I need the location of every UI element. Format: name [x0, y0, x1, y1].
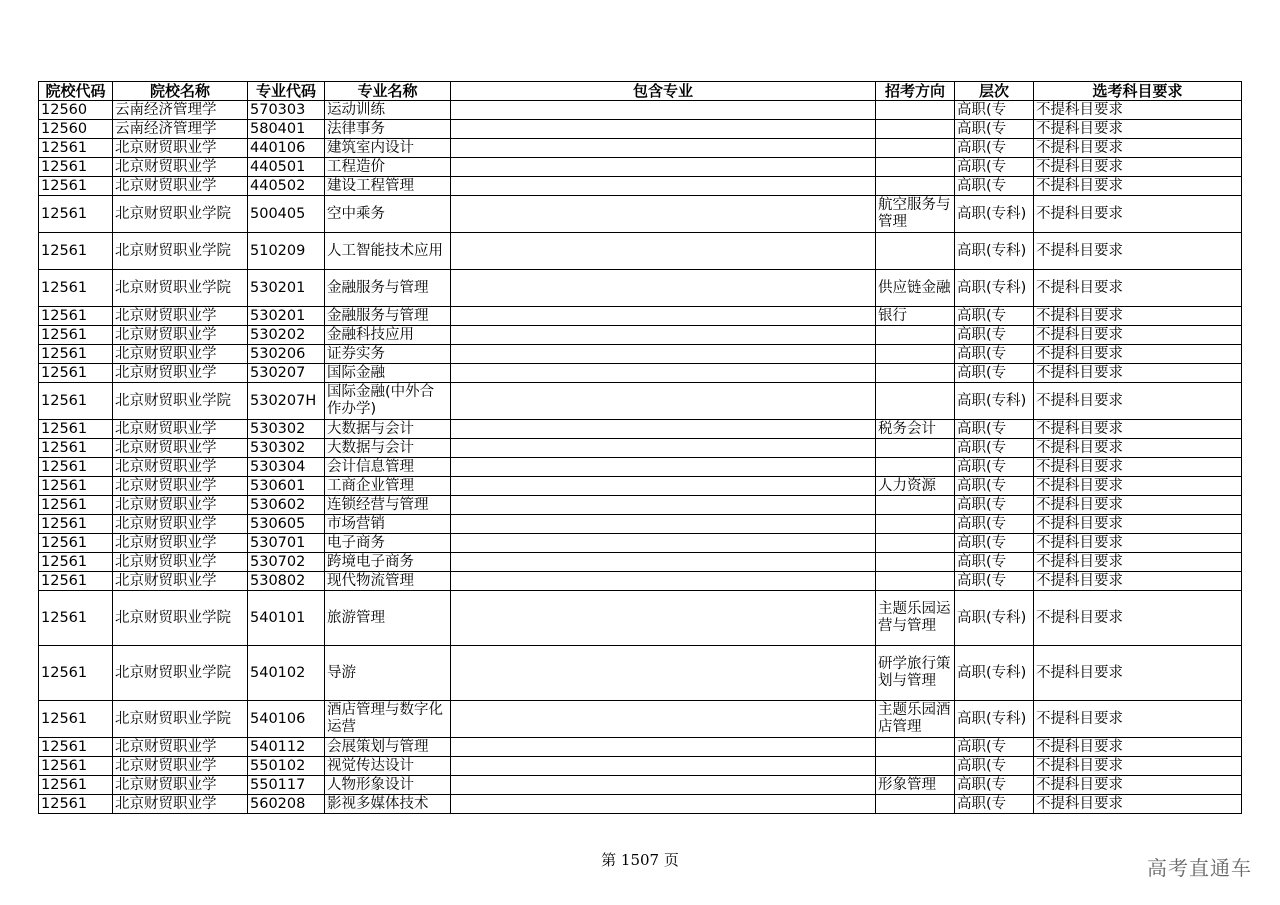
contains-cell [451, 477, 876, 496]
school-name-cell: 北京财贸职业学 [113, 477, 248, 496]
table-row [39, 120, 1242, 139]
direction-cell [876, 383, 955, 420]
header-level: 层次 [955, 82, 1034, 101]
school-code-cell: 12561 [39, 326, 113, 345]
major-code-cell: 530702 [248, 553, 325, 572]
school-name-cell: 北京财贸职业学院 [113, 270, 248, 307]
school-name-cell: 北京财贸职业学院 [113, 233, 248, 270]
level-cell: 高职(专 [955, 101, 1034, 120]
school-code-cell: 12561 [39, 345, 113, 364]
major-name-cell: 建设工程管理 [325, 177, 451, 196]
school-code-cell: 12561 [39, 270, 113, 307]
table-row [39, 515, 1242, 534]
page-number: 第 1507 页 [601, 851, 679, 869]
school-code-cell: 12561 [39, 496, 113, 515]
level-cell: 高职(专 [955, 307, 1034, 326]
level-cell: 高职(专 [955, 776, 1034, 795]
major-name-cell: 金融服务与管理 [325, 270, 451, 307]
table-row [39, 701, 1242, 738]
school-code-cell: 12561 [39, 795, 113, 814]
school-code-cell: 12560 [39, 120, 113, 139]
level-cell: 高职(专 [955, 572, 1034, 591]
requirement-cell: 不提科目要求 [1034, 572, 1242, 591]
school-code-cell: 12561 [39, 646, 113, 701]
contains-cell [451, 591, 876, 646]
direction-cell [876, 458, 955, 477]
direction-cell [876, 439, 955, 458]
school-name-cell: 北京财贸职业学院 [113, 646, 248, 701]
requirement-cell: 不提科目要求 [1034, 120, 1242, 139]
major-code-cell: 570303 [248, 101, 325, 120]
contains-cell [451, 270, 876, 307]
direction-cell [876, 757, 955, 776]
school-code-cell: 12561 [39, 757, 113, 776]
major-code-cell: 440106 [248, 139, 325, 158]
school-name-cell: 北京财贸职业学 [113, 158, 248, 177]
requirement-cell: 不提科目要求 [1034, 439, 1242, 458]
direction-cell: 银行 [876, 307, 955, 326]
major-name-cell: 跨境电子商务 [325, 553, 451, 572]
school-code-cell: 12561 [39, 383, 113, 420]
school-name-cell: 北京财贸职业学 [113, 177, 248, 196]
level-cell: 高职(专 [955, 345, 1034, 364]
school-code-cell: 12561 [39, 439, 113, 458]
school-code-cell: 12561 [39, 572, 113, 591]
major-name-cell: 会计信息管理 [325, 458, 451, 477]
requirement-cell: 不提科目要求 [1034, 496, 1242, 515]
contains-cell [451, 139, 876, 158]
major-name-cell: 影视多媒体技术 [325, 795, 451, 814]
contains-cell [451, 496, 876, 515]
contains-cell [451, 553, 876, 572]
major-code-cell: 530302 [248, 439, 325, 458]
table-row [39, 101, 1242, 120]
school-name-cell: 云南经济管理学 [113, 120, 248, 139]
major-name-cell: 空中乘务 [325, 196, 451, 233]
major-name-cell: 建筑室内设计 [325, 139, 451, 158]
requirement-cell: 不提科目要求 [1034, 776, 1242, 795]
school-code-cell: 12561 [39, 477, 113, 496]
requirement-cell: 不提科目要求 [1034, 177, 1242, 196]
major-code-cell: 530605 [248, 515, 325, 534]
direction-cell: 供应链金融 [876, 270, 955, 307]
direction-cell [876, 139, 955, 158]
major-name-cell: 会展策划与管理 [325, 738, 451, 757]
major-code-cell: 530201 [248, 307, 325, 326]
school-code-cell: 12561 [39, 196, 113, 233]
requirement-cell: 不提科目要求 [1034, 383, 1242, 420]
requirement-cell: 不提科目要求 [1034, 420, 1242, 439]
direction-cell [876, 233, 955, 270]
school-code-cell: 12561 [39, 233, 113, 270]
contains-cell [451, 515, 876, 534]
requirement-cell: 不提科目要求 [1034, 553, 1242, 572]
school-name-cell: 北京财贸职业学 [113, 515, 248, 534]
school-code-cell: 12561 [39, 458, 113, 477]
major-code-cell: 510209 [248, 233, 325, 270]
major-name-cell: 人工智能技术应用 [325, 233, 451, 270]
level-cell: 高职(专 [955, 439, 1034, 458]
table-row [39, 496, 1242, 515]
level-cell: 高职(专 [955, 364, 1034, 383]
school-name-cell: 北京财贸职业学 [113, 496, 248, 515]
major-name-cell: 运动训练 [325, 101, 451, 120]
direction-cell: 税务会计 [876, 420, 955, 439]
table-row [39, 439, 1242, 458]
table-row [39, 307, 1242, 326]
school-code-cell: 12561 [39, 158, 113, 177]
direction-cell: 主题乐园运营与管理 [876, 591, 955, 646]
level-cell: 高职(专 [955, 158, 1034, 177]
school-name-cell: 北京财贸职业学 [113, 553, 248, 572]
major-name-cell: 旅游管理 [325, 591, 451, 646]
table-row [39, 646, 1242, 701]
contains-cell [451, 120, 876, 139]
major-name-cell: 证券实务 [325, 345, 451, 364]
table-row [39, 139, 1242, 158]
requirement-cell: 不提科目要求 [1034, 196, 1242, 233]
school-name-cell: 北京财贸职业学院 [113, 383, 248, 420]
requirement-cell: 不提科目要求 [1034, 158, 1242, 177]
table-row [39, 420, 1242, 439]
direction-cell [876, 364, 955, 383]
direction-cell [876, 120, 955, 139]
major-name-cell: 连锁经营与管理 [325, 496, 451, 515]
requirement-cell: 不提科目要求 [1034, 364, 1242, 383]
major-name-cell: 工商企业管理 [325, 477, 451, 496]
major-code-cell: 560208 [248, 795, 325, 814]
contains-cell [451, 757, 876, 776]
school-name-cell: 北京财贸职业学院 [113, 701, 248, 738]
major-code-cell: 530201 [248, 270, 325, 307]
major-name-cell: 金融服务与管理 [325, 307, 451, 326]
requirement-cell: 不提科目要求 [1034, 326, 1242, 345]
requirement-cell: 不提科目要求 [1034, 795, 1242, 814]
contains-cell [451, 364, 876, 383]
major-name-cell: 现代物流管理 [325, 572, 451, 591]
requirement-cell: 不提科目要求 [1034, 757, 1242, 776]
contains-cell [451, 795, 876, 814]
school-name-cell: 北京财贸职业学 [113, 326, 248, 345]
school-code-cell: 12561 [39, 139, 113, 158]
direction-cell [876, 177, 955, 196]
direction-cell: 主题乐园酒店管理 [876, 701, 955, 738]
table-row [39, 177, 1242, 196]
contains-cell [451, 534, 876, 553]
major-code-cell: 530701 [248, 534, 325, 553]
school-code-cell: 12561 [39, 701, 113, 738]
level-cell: 高职(专 [955, 757, 1034, 776]
header-major-name: 专业名称 [325, 82, 451, 101]
direction-cell [876, 534, 955, 553]
requirement-cell: 不提科目要求 [1034, 515, 1242, 534]
school-name-cell: 北京财贸职业学 [113, 439, 248, 458]
school-code-cell: 12561 [39, 515, 113, 534]
direction-cell [876, 572, 955, 591]
contains-cell [451, 307, 876, 326]
contains-cell [451, 701, 876, 738]
table-row [39, 477, 1242, 496]
direction-cell [876, 553, 955, 572]
major-code-cell: 530206 [248, 345, 325, 364]
requirement-cell: 不提科目要求 [1034, 458, 1242, 477]
major-code-cell: 540106 [248, 701, 325, 738]
header-contains: 包含专业 [451, 82, 876, 101]
school-name-cell: 北京财贸职业学 [113, 345, 248, 364]
school-name-cell: 北京财贸职业学 [113, 458, 248, 477]
direction-cell [876, 101, 955, 120]
level-cell: 高职(专科) [955, 591, 1034, 646]
school-name-cell: 北京财贸职业学 [113, 795, 248, 814]
contains-cell [451, 738, 876, 757]
major-name-cell: 国际金融 [325, 364, 451, 383]
table-row [39, 383, 1242, 420]
direction-cell: 人力资源 [876, 477, 955, 496]
contains-cell [451, 177, 876, 196]
table-row [39, 776, 1242, 795]
school-name-cell: 北京财贸职业学 [113, 139, 248, 158]
direction-cell: 研学旅行策划与管理 [876, 646, 955, 701]
major-name-cell: 工程造价 [325, 158, 451, 177]
table-row [39, 553, 1242, 572]
table-row [39, 364, 1242, 383]
major-code-cell: 530302 [248, 420, 325, 439]
school-name-cell: 北京财贸职业学 [113, 776, 248, 795]
level-cell: 高职(专科) [955, 646, 1034, 701]
level-cell: 高职(专 [955, 738, 1034, 757]
header-row [39, 82, 1242, 101]
school-name-cell: 北京财贸职业学 [113, 534, 248, 553]
major-code-cell: 530802 [248, 572, 325, 591]
requirement-cell: 不提科目要求 [1034, 646, 1242, 701]
major-code-cell: 440502 [248, 177, 325, 196]
table-row [39, 158, 1242, 177]
major-code-cell: 540101 [248, 591, 325, 646]
school-name-cell: 云南经济管理学 [113, 101, 248, 120]
direction-cell [876, 738, 955, 757]
level-cell: 高职(专 [955, 477, 1034, 496]
major-code-cell: 530601 [248, 477, 325, 496]
school-code-cell: 12561 [39, 307, 113, 326]
header-school-code: 院校代码 [39, 82, 113, 101]
major-code-cell: 580401 [248, 120, 325, 139]
school-code-cell: 12561 [39, 534, 113, 553]
major-name-cell: 市场营销 [325, 515, 451, 534]
level-cell: 高职(专 [955, 177, 1034, 196]
table-body [39, 101, 1242, 814]
school-name-cell: 北京财贸职业学院 [113, 196, 248, 233]
contains-cell [451, 345, 876, 364]
requirement-cell: 不提科目要求 [1034, 345, 1242, 364]
direction-cell: 航空服务与管理 [876, 196, 955, 233]
header-major-code: 专业代码 [248, 82, 325, 101]
watermark-logo: 高考直通车 [1147, 856, 1252, 880]
direction-cell [876, 795, 955, 814]
table-row [39, 795, 1242, 814]
level-cell: 高职(专 [955, 534, 1034, 553]
header-direction: 招考方向 [876, 82, 955, 101]
major-code-cell: 540112 [248, 738, 325, 757]
school-code-cell: 12561 [39, 177, 113, 196]
major-name-cell: 大数据与会计 [325, 420, 451, 439]
major-name-cell: 金融科技应用 [325, 326, 451, 345]
school-code-cell: 12561 [39, 591, 113, 646]
school-code-cell: 12561 [39, 738, 113, 757]
school-name-cell: 北京财贸职业学 [113, 738, 248, 757]
requirement-cell: 不提科目要求 [1034, 270, 1242, 307]
major-code-cell: 530202 [248, 326, 325, 345]
major-code-cell: 530304 [248, 458, 325, 477]
major-code-cell: 530207 [248, 364, 325, 383]
table-row [39, 534, 1242, 553]
table-row [39, 458, 1242, 477]
table-row [39, 270, 1242, 307]
contains-cell [451, 776, 876, 795]
school-code-cell: 12561 [39, 364, 113, 383]
requirement-cell: 不提科目要求 [1034, 101, 1242, 120]
level-cell: 高职(专 [955, 326, 1034, 345]
table-row [39, 345, 1242, 364]
level-cell: 高职(专 [955, 553, 1034, 572]
school-code-cell: 12561 [39, 553, 113, 572]
header-requirement: 选考科目要求 [1034, 82, 1242, 101]
requirement-cell: 不提科目要求 [1034, 591, 1242, 646]
major-name-cell: 国际金融(中外合作办学) [325, 383, 451, 420]
table-row [39, 591, 1242, 646]
table-row [39, 738, 1242, 757]
school-name-cell: 北京财贸职业学 [113, 757, 248, 776]
level-cell: 高职(专 [955, 120, 1034, 139]
level-cell: 高职(专科) [955, 270, 1034, 307]
admission-table [38, 81, 1242, 814]
school-code-cell: 12561 [39, 776, 113, 795]
level-cell: 高职(专 [955, 496, 1034, 515]
level-cell: 高职(专 [955, 420, 1034, 439]
level-cell: 高职(专 [955, 795, 1034, 814]
level-cell: 高职(专科) [955, 233, 1034, 270]
requirement-cell: 不提科目要求 [1034, 534, 1242, 553]
level-cell: 高职(专科) [955, 383, 1034, 420]
contains-cell [451, 233, 876, 270]
contains-cell [451, 383, 876, 420]
major-name-cell: 大数据与会计 [325, 439, 451, 458]
table-row [39, 326, 1242, 345]
school-name-cell: 北京财贸职业学 [113, 572, 248, 591]
level-cell: 高职(专 [955, 515, 1034, 534]
direction-cell [876, 345, 955, 364]
level-cell: 高职(专 [955, 458, 1034, 477]
contains-cell [451, 158, 876, 177]
level-cell: 高职(专科) [955, 196, 1034, 233]
major-name-cell: 酒店管理与数字化运营 [325, 701, 451, 738]
major-name-cell: 视觉传达设计 [325, 757, 451, 776]
requirement-cell: 不提科目要求 [1034, 307, 1242, 326]
requirement-cell: 不提科目要求 [1034, 738, 1242, 757]
direction-cell [876, 326, 955, 345]
table-row [39, 572, 1242, 591]
contains-cell [451, 101, 876, 120]
major-name-cell: 法律事务 [325, 120, 451, 139]
major-code-cell: 440501 [248, 158, 325, 177]
major-code-cell: 530602 [248, 496, 325, 515]
major-name-cell: 人物形象设计 [325, 776, 451, 795]
contains-cell [451, 458, 876, 477]
school-name-cell: 北京财贸职业学 [113, 307, 248, 326]
school-name-cell: 北京财贸职业学 [113, 364, 248, 383]
requirement-cell: 不提科目要求 [1034, 233, 1242, 270]
table-header [39, 82, 1242, 101]
major-code-cell: 500405 [248, 196, 325, 233]
requirement-cell: 不提科目要求 [1034, 477, 1242, 496]
contains-cell [451, 420, 876, 439]
contains-cell [451, 196, 876, 233]
contains-cell [451, 326, 876, 345]
major-code-cell: 530207H [248, 383, 325, 420]
requirement-cell: 不提科目要求 [1034, 701, 1242, 738]
requirement-cell: 不提科目要求 [1034, 139, 1242, 158]
direction-cell [876, 158, 955, 177]
school-name-cell: 北京财贸职业学 [113, 420, 248, 439]
major-code-cell: 550102 [248, 757, 325, 776]
table-row [39, 196, 1242, 233]
table-row [39, 233, 1242, 270]
major-name-cell: 电子商务 [325, 534, 451, 553]
major-code-cell: 550117 [248, 776, 325, 795]
contains-cell [451, 439, 876, 458]
contains-cell [451, 572, 876, 591]
direction-cell: 形象管理 [876, 776, 955, 795]
contains-cell [451, 646, 876, 701]
level-cell: 高职(专科) [955, 701, 1034, 738]
major-name-cell: 导游 [325, 646, 451, 701]
school-code-cell: 12561 [39, 420, 113, 439]
header-school-name: 院校名称 [113, 82, 248, 101]
school-name-cell: 北京财贸职业学院 [113, 591, 248, 646]
major-code-cell: 540102 [248, 646, 325, 701]
direction-cell [876, 496, 955, 515]
school-code-cell: 12560 [39, 101, 113, 120]
table-row [39, 757, 1242, 776]
direction-cell [876, 515, 955, 534]
level-cell: 高职(专 [955, 139, 1034, 158]
